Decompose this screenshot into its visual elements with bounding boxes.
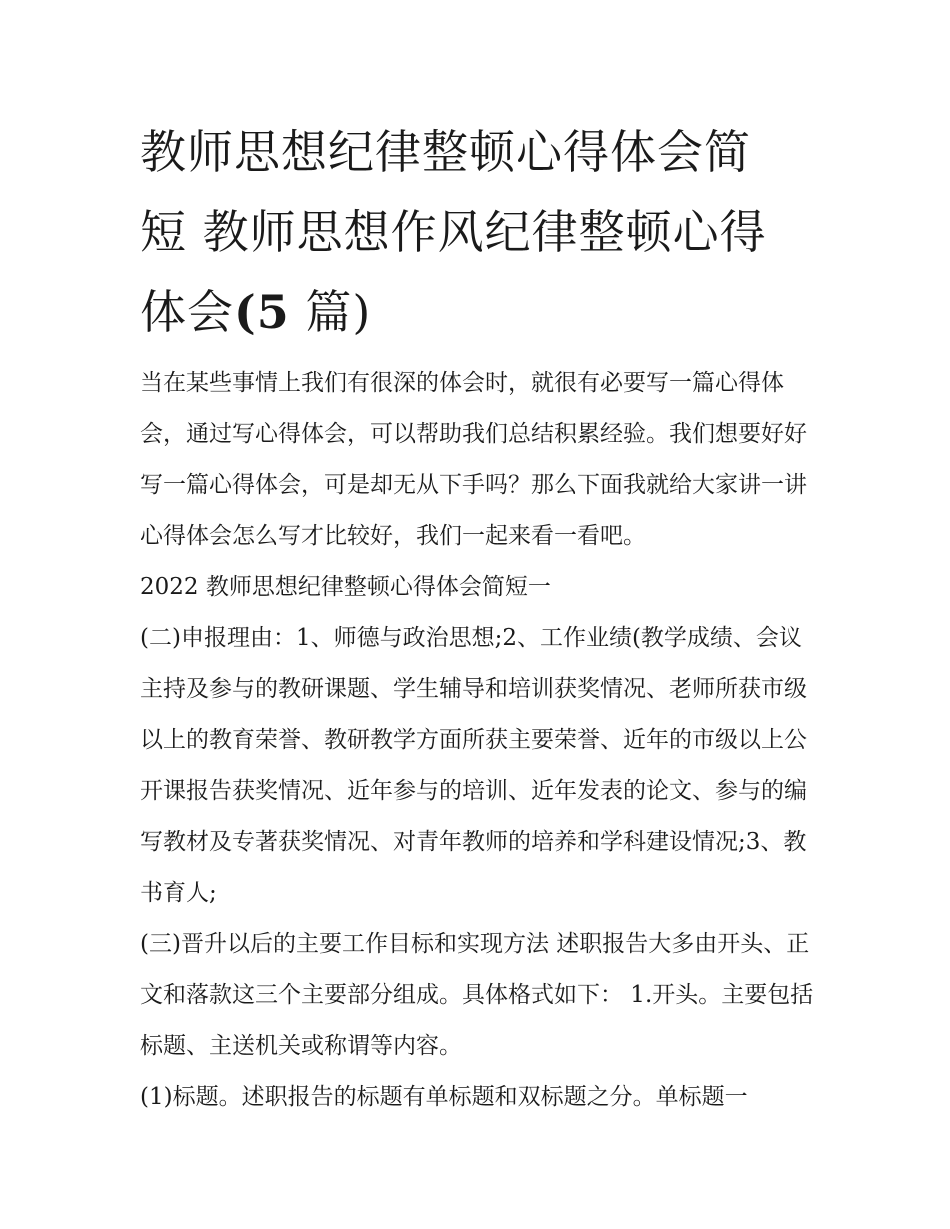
title-line-3-text: 体会: [140, 285, 234, 339]
title-count: (5: [234, 285, 290, 339]
section-heading: 2022 教师思想纪律整顿心得体会简短一: [140, 574, 551, 600]
paragraph-title-format: (1)标题。述职报告的标题有单标题和双标题之分。单标题一: [140, 1084, 748, 1110]
document-page: [140, 112, 820, 1123]
title-line-2: 短 教师思想作风纪律整顿心得: [140, 205, 767, 259]
document-body: [140, 358, 820, 1123]
title-line-1: 教师思想纪律整顿心得体会简: [140, 125, 751, 179]
document-title: [140, 112, 820, 352]
paragraph-reasons: (二)申报理由：1、师德与政治思想;2、工作业绩(教学成绩、会议主持及参与的教研课题、学生辅导和培训获奖情况、老师所获市级以上的教育荣誉、教研教学方面所获主要荣誉、近年的市级以上公开课报告获奖情况、近年参与的培训、近年发表的论文、参与的编写教材及专著获奖情况、对青年教师的培养和学科建设情况;3、教书育人;: [140, 625, 807, 906]
title-line-3: [140, 272, 820, 352]
intro-paragraph: 当在某些事情上我们有很深的体会时，就很有必要写一篇心得体会，通过写心得体会，可以帮助我们总结积累经验。我们想要好好写一篇心得体会，可是却无从下手吗？那么下面我就给大家讲一讲心得体会怎么写才比较好，我们一起来看一看吧。: [140, 370, 807, 549]
title-count-suffix: 篇): [289, 285, 372, 339]
paragraph-goals: (三)晋升以后的主要工作目标和实现方法 述职报告大多由开头、正文和落款这三个主要部分组成。具体格式如下： 1.开头。主要包括标题、主送机关或称谓等内容。: [140, 931, 814, 1059]
